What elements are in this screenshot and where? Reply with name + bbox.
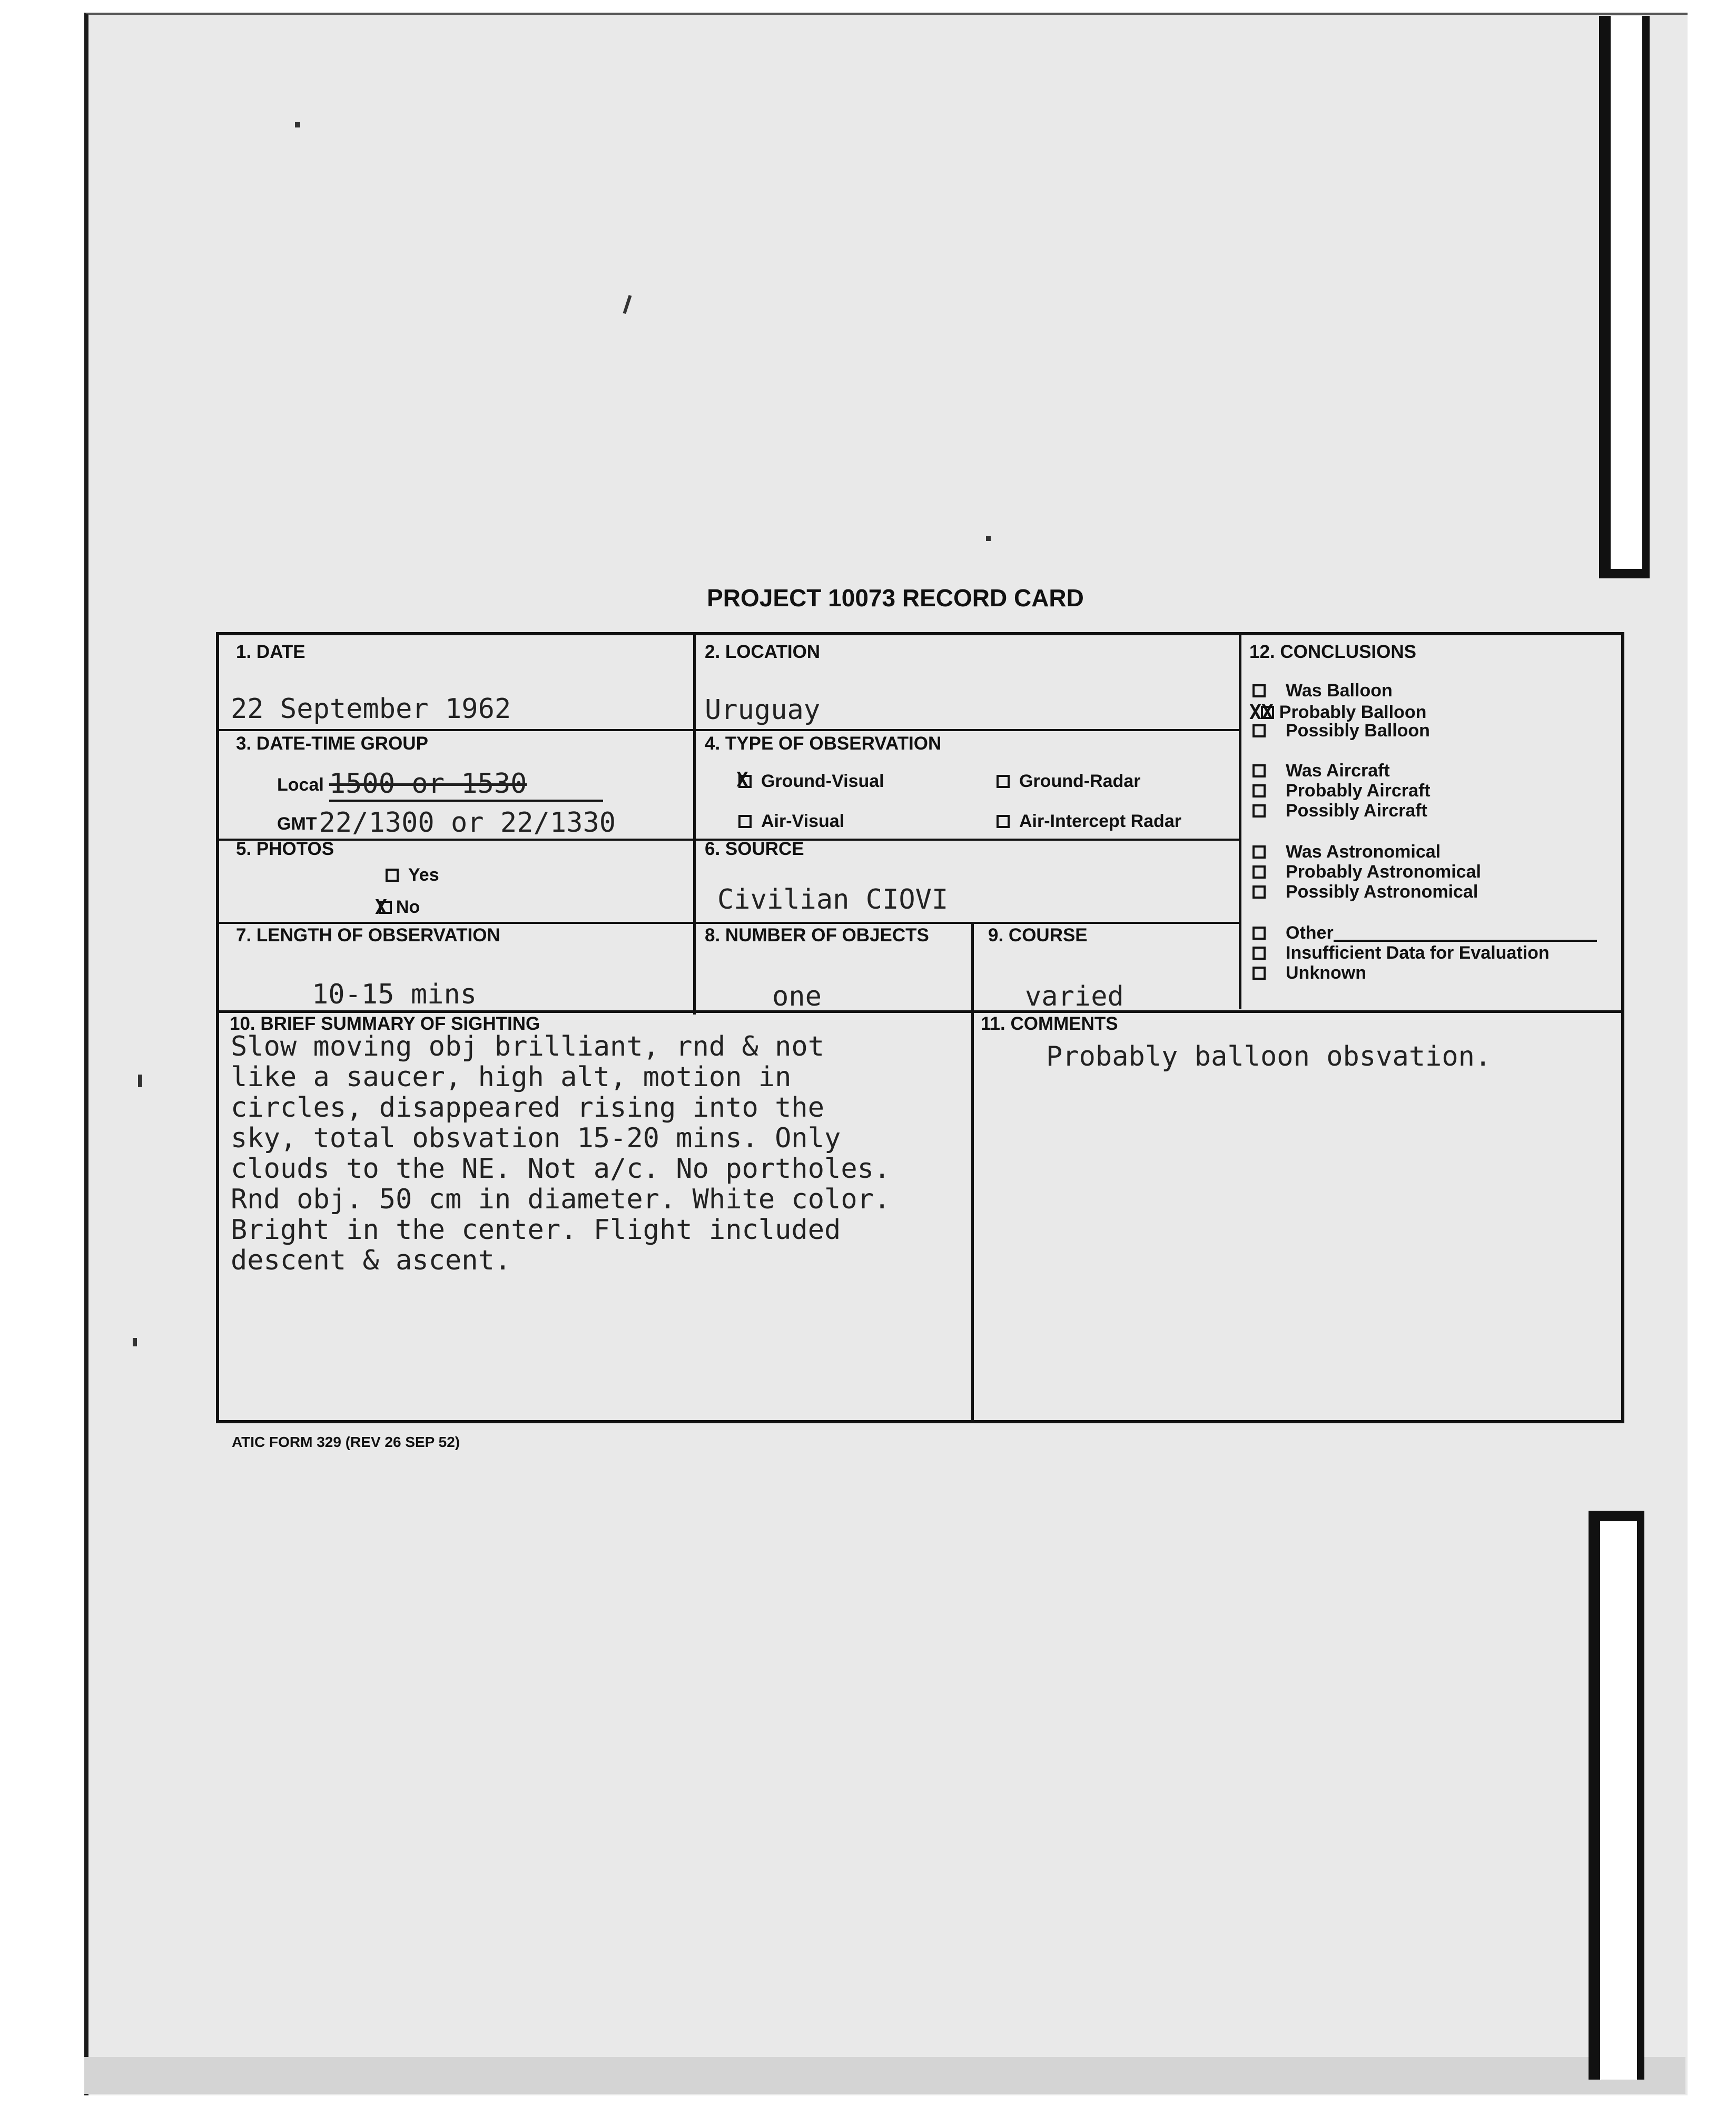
number-of-objects-value: one — [772, 981, 822, 1012]
divider — [693, 635, 696, 1015]
date-label: 1. DATE — [236, 642, 305, 662]
source-value: Civilian CIOVI — [717, 884, 949, 915]
checkbox-icon — [997, 815, 1010, 828]
checkbox-icon — [1252, 684, 1266, 697]
conclusion-possibly-aircraft — [1252, 801, 1427, 821]
option-label: Probably Astronomical — [1286, 862, 1481, 882]
course-label: 9. COURSE — [988, 925, 1088, 946]
check-mark: X — [375, 895, 387, 919]
conclusion-possibly-balloon — [1252, 721, 1430, 741]
speck — [138, 1075, 142, 1087]
conclusion-was-balloon — [1252, 681, 1393, 701]
air-visual-option — [738, 811, 844, 832]
number-of-objects-label: 8. NUMBER OF OBJECTS — [705, 925, 929, 946]
summary-label: 10. BRIEF SUMMARY OF SIGHTING — [230, 1013, 540, 1034]
summary-line: circles, disappeared rising into the — [231, 1092, 825, 1124]
option-label: Was Balloon — [1286, 681, 1393, 701]
option-label: Air-Intercept Radar — [1019, 811, 1181, 831]
observation-type-label: 4. TYPE OF OBSERVATION — [705, 733, 942, 754]
conclusion-probably-aircraft — [1252, 781, 1431, 801]
conclusions-label: 12. CONCLUSIONS — [1249, 642, 1416, 662]
speck — [295, 122, 300, 127]
checkbox-icon — [1252, 764, 1266, 777]
summary-line: clouds to the NE. Not a/c. No portholes. — [231, 1153, 891, 1185]
checkbox-icon — [1252, 784, 1266, 797]
conclusion-was-aircraft — [1252, 761, 1390, 781]
photos-no-option — [375, 895, 420, 919]
conclusion-insufficient-data — [1252, 943, 1550, 963]
film-margin — [0, 0, 84, 2117]
conclusion-possibly-astronomical — [1252, 882, 1478, 902]
air-intercept-radar-option — [997, 811, 1181, 832]
location-value: Uruguay — [705, 694, 821, 726]
option-label: Possibly Aircraft — [1286, 801, 1427, 821]
source-label: 6. SOURCE — [705, 839, 804, 859]
option-label: Ground-Radar — [1019, 771, 1141, 791]
checkbox-icon — [1252, 927, 1266, 940]
checkbox-icon — [1252, 865, 1266, 879]
option-label: Insufficient Data for Evaluation — [1286, 943, 1550, 963]
summary-line: Bright in the center. Flight included — [231, 1214, 841, 1246]
check-mark: XX — [1249, 701, 1274, 724]
card-title: PROJECT 10073 RECORD CARD — [707, 584, 1084, 612]
option-label: Was Astronomical — [1286, 842, 1441, 862]
option-label: Air-Visual — [761, 811, 845, 831]
divider — [1239, 635, 1241, 1009]
check-mark: X — [736, 768, 748, 791]
option-label: Probably Aircraft — [1286, 781, 1431, 801]
gmt-time-value: 22/1300 or 22/1330 — [319, 807, 616, 839]
film-edge-bottom — [1589, 1511, 1644, 2080]
option-label: Ground-Visual — [761, 771, 884, 791]
checkbox-icon — [1252, 804, 1266, 818]
checkbox-icon — [379, 901, 392, 914]
checkbox-icon — [1252, 845, 1266, 859]
checkbox-icon — [1252, 724, 1266, 737]
option-label: Other — [1286, 923, 1334, 943]
local-time-row — [277, 768, 603, 802]
other-underline — [1334, 925, 1597, 942]
summary-line: Slow moving obj brilliant, rnd & not — [231, 1031, 825, 1062]
option-label: Unknown — [1286, 963, 1366, 983]
conclusion-probably-astronomical — [1252, 862, 1481, 882]
film-edge-top — [1599, 16, 1650, 578]
gmt-label: GMT — [277, 813, 317, 834]
local-time-value: 1500 or 1530 — [329, 768, 527, 800]
ground-visual-option — [736, 768, 884, 792]
summary-text — [231, 1031, 1052, 1276]
option-label: Possibly Balloon — [1286, 721, 1430, 741]
conclusion-unknown — [1252, 963, 1366, 983]
divider — [219, 922, 1241, 924]
photos-label: 5. PHOTOS — [236, 839, 334, 859]
checkbox-icon — [1252, 947, 1266, 960]
speck — [986, 536, 991, 541]
checkbox-icon — [1252, 885, 1266, 899]
checkbox-icon — [386, 869, 399, 882]
option-label: Possibly Astronomical — [1286, 882, 1478, 902]
gmt-time-row — [277, 807, 616, 841]
local-label: Local — [277, 774, 324, 795]
local-underline — [329, 768, 603, 802]
checkbox-icon — [997, 775, 1010, 788]
course-value: varied — [1025, 981, 1124, 1012]
divider — [219, 729, 1241, 731]
summary-line: descent & ascent. — [231, 1245, 511, 1276]
date-value: 22 September 1962 — [231, 693, 511, 725]
option-label: Probably Balloon — [1279, 702, 1427, 722]
option-label: Yes — [408, 865, 439, 885]
divider — [219, 1010, 1621, 1013]
record-card — [216, 632, 1624, 1423]
comments-label: 11. COMMENTS — [981, 1013, 1118, 1034]
length-value: 10-15 mins — [312, 979, 477, 1010]
checkbox-icon — [1261, 706, 1274, 719]
length-label: 7. LENGTH OF OBSERVATION — [236, 925, 500, 946]
summary-line: like a saucer, high alt, motion in — [231, 1061, 792, 1093]
form-id: ATIC FORM 329 (REV 26 SEP 52) — [232, 1434, 460, 1450]
page-bottom-shadow — [84, 2057, 1685, 2094]
conclusion-other — [1252, 923, 1597, 943]
option-label: Was Aircraft — [1286, 761, 1390, 781]
summary-line: sky, total obsvation 15-20 mins. Only — [231, 1122, 841, 1154]
photos-yes-option — [386, 865, 439, 885]
date-time-group-label: 3. DATE-TIME GROUP — [236, 733, 428, 754]
checkbox-icon — [738, 815, 752, 828]
ground-radar-option — [997, 771, 1140, 792]
comments-value: Probably balloon obsvation. — [1046, 1041, 1492, 1072]
summary-line: Rnd obj. 50 cm in diameter. White color. — [231, 1184, 891, 1215]
gmt-underline — [319, 807, 616, 841]
location-label: 2. LOCATION — [705, 642, 821, 662]
conclusion-was-astronomical — [1252, 842, 1441, 862]
speck — [133, 1338, 137, 1346]
option-label: No — [396, 897, 420, 917]
checkbox-icon — [1252, 967, 1266, 980]
